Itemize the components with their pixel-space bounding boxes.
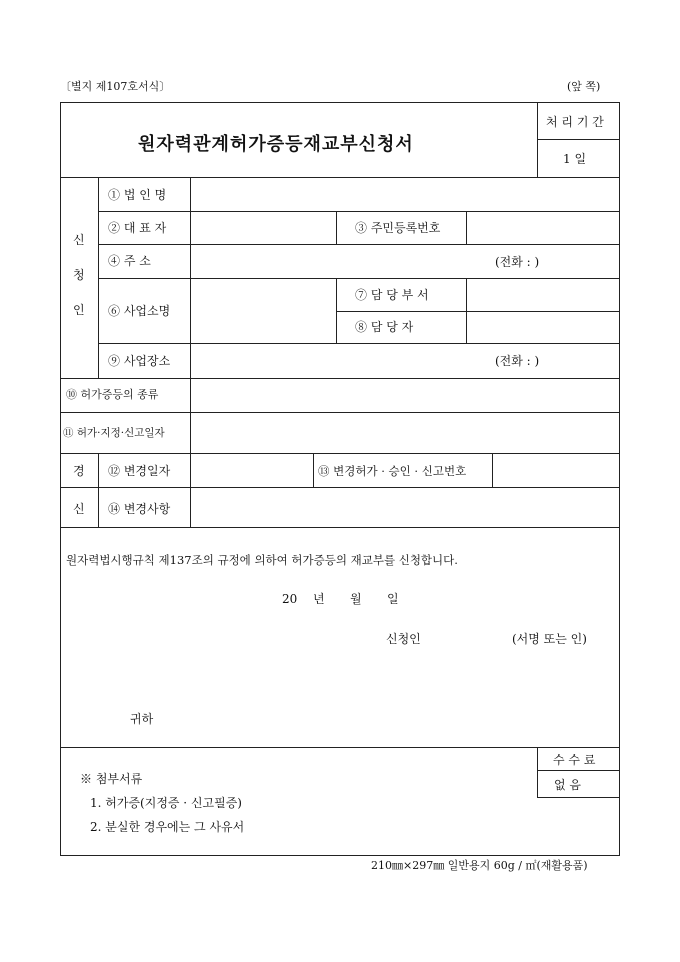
person-in-charge-label: ⑧ 담 당 자	[355, 320, 414, 334]
address-label: ④ 주 소	[108, 254, 151, 268]
processing-period-label: 처 리 기 간	[546, 115, 604, 129]
date-day-unit: 일	[387, 592, 399, 606]
divider	[98, 453, 99, 527]
person-in-charge-field[interactable]	[467, 312, 619, 343]
change-date-label: ⑫ 변경일자	[108, 464, 171, 478]
license-type-label: ⑩ 허가증등의 종류	[66, 388, 159, 401]
divider	[313, 453, 314, 487]
declaration-text: 원자력법시행규칙 제137조의 규정에 의하여 허가증등의 재교부를 신청합니다.	[66, 553, 458, 567]
change-items-label: ⑭ 변경사항	[108, 502, 171, 516]
department-field[interactable]	[467, 279, 619, 311]
change-date-field[interactable]	[191, 454, 313, 487]
resident-number-label: ③ 주민등록번호	[355, 221, 441, 235]
attachments-title: ※ 첨부서류	[80, 772, 143, 786]
divider	[336, 211, 337, 244]
signature-or-seal: (서명 또는 인)	[512, 632, 587, 646]
change-number-field[interactable]	[493, 454, 619, 487]
divider	[537, 747, 538, 797]
form-number: 〔별지 제107호서식〕	[60, 80, 171, 93]
form-title: 원자력관계허가증등재교부신청서	[138, 134, 414, 155]
addressee-label: 귀하	[130, 712, 154, 726]
divider	[537, 102, 538, 177]
office-name-field[interactable]	[191, 279, 336, 343]
fee-value: 없 음	[554, 778, 581, 792]
change-section-char: 경	[73, 464, 85, 478]
processing-period-value: 1 일	[563, 152, 587, 166]
representative-label: ② 대 표 자	[108, 221, 167, 235]
representative-field[interactable]	[191, 212, 336, 244]
date-year: 20	[282, 592, 298, 606]
change-number-label: ⑬ 변경허가 · 승인 · 신고번호	[318, 464, 467, 478]
divider	[537, 770, 620, 771]
divider	[537, 139, 620, 140]
address-field[interactable]	[191, 245, 619, 278]
applicant-section-char: 청	[73, 268, 85, 282]
business-site-label: ⑨ 사업장소	[108, 354, 171, 368]
paper-spec-footer: 210㎜×297㎜ 일반용지 60g / ㎡(재활용품)	[371, 859, 588, 872]
divider	[537, 797, 620, 798]
corp-name-label: ① 법 인 명	[108, 188, 167, 202]
business-site-phone: (전화 : )	[495, 354, 540, 368]
applicant-signature-label: 신청인	[386, 632, 421, 646]
office-name-label: ⑥ 사업소명	[108, 304, 171, 318]
divider	[60, 747, 620, 748]
applicant-section-char: 신	[73, 233, 85, 247]
attachment-item: 1. 허가증(지정증 · 신고필증)	[90, 796, 242, 810]
change-items-field[interactable]	[191, 488, 619, 527]
date-year-unit: 년	[313, 592, 325, 606]
corp-name-field[interactable]	[191, 178, 619, 211]
business-site-field[interactable]	[191, 344, 619, 378]
applicant-section-char: 인	[73, 303, 85, 317]
attachment-item: 2. 분실한 경우에는 그 사유서	[90, 820, 245, 834]
page-side-label: (앞 쪽)	[567, 80, 601, 93]
divider	[60, 527, 620, 528]
department-label: ⑦ 담 당 부 서	[355, 288, 429, 302]
address-phone: (전화 : )	[495, 255, 540, 269]
change-section-char: 신	[73, 502, 85, 516]
license-date-label: ⑪ 허가·지정·신고일자	[63, 427, 165, 439]
divider	[98, 177, 99, 378]
fee-label: 수 수 료	[553, 753, 596, 767]
resident-number-field[interactable]	[467, 212, 619, 244]
date-month-unit: 월	[350, 592, 362, 606]
license-type-field[interactable]	[191, 379, 619, 412]
license-date-field[interactable]	[191, 413, 619, 453]
divider	[336, 278, 337, 343]
